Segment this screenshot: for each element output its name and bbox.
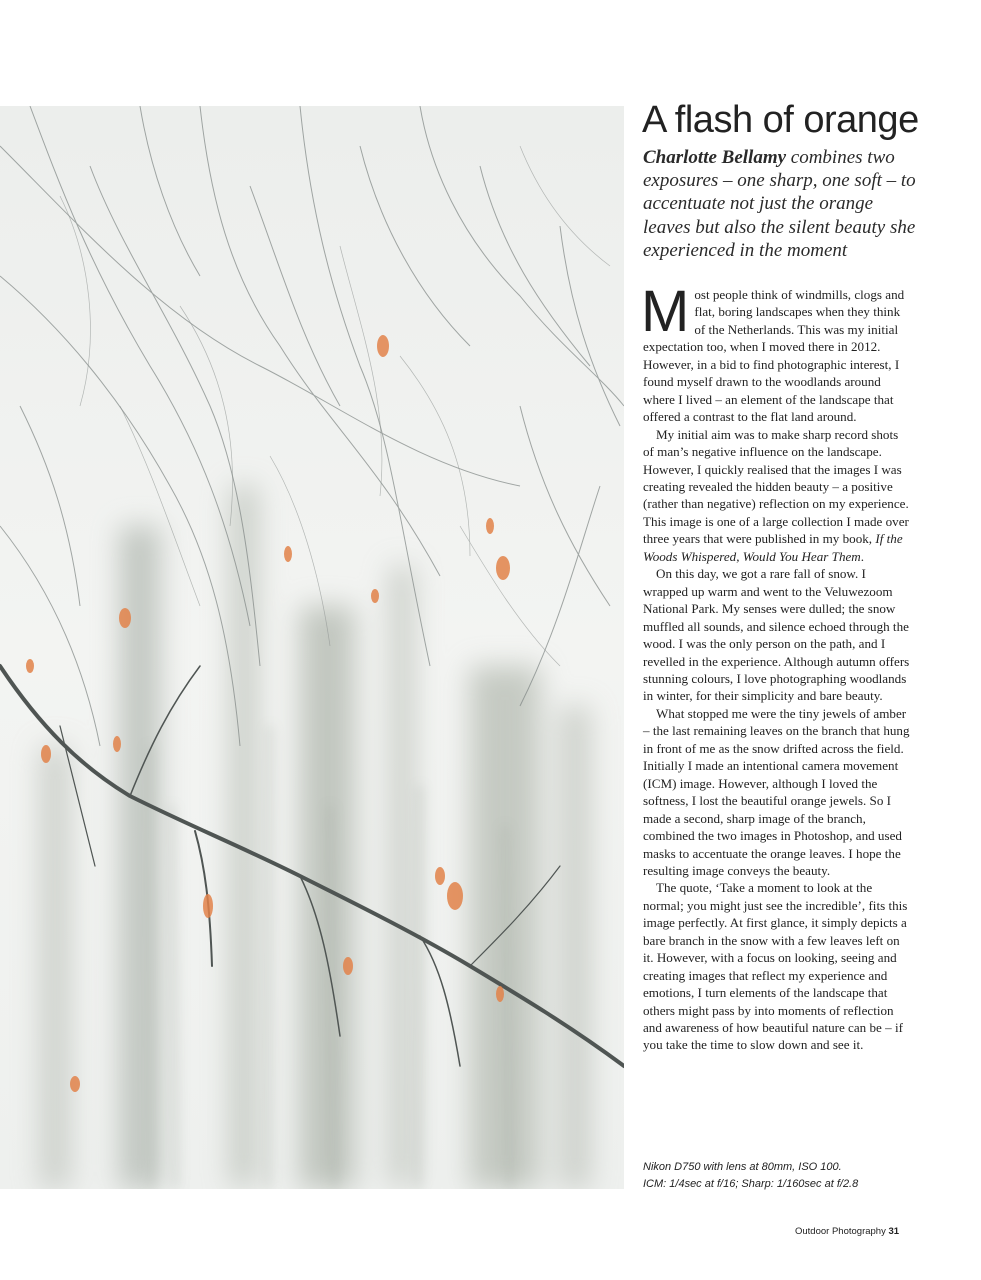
article-title: A flash of orange <box>642 99 919 141</box>
photo-caption <box>643 1159 933 1193</box>
paragraph-5: The quote, ‘Take a moment to look at the normal; you might just see the incredible’, fits this image perfectly. At first glance, it simply depicts a bare branch in the snow with a few leaves left on it. However, with a focus on looking, seeing and creating images that reflect my experience and emotions, I turn elements of the landscape that others might pass by into moments of reflection and awareness of how beautiful nature can be – if you take the time to slow down and see it. <box>643 880 908 1053</box>
page-footer <box>795 1226 915 1237</box>
caption-camera: Nikon D750 with lens at 80mm, ISO 100. <box>643 1161 842 1173</box>
paragraph-3: On this day, we got a rare fall of snow. I wrapped up warm and went to the Veluwezoom National Park. My senses were dulled; the snow muffled all sounds, and silence echoed through the wood. I was the only person on the path, and I revelled in the experience. Although autumn offers stunning colours, I love photographing woodlands in winter, for their simplicity and bare beauty. <box>643 566 910 704</box>
snowy-branch-photograph <box>0 106 624 1189</box>
paragraph-2-end: . <box>860 548 865 564</box>
caption-exposure: ICM: 1/4sec at f/16; Sharp: 1/160sec at f/2.8 <box>643 1178 859 1190</box>
drop-cap: M <box>641 279 690 344</box>
page-number: 31 <box>888 1226 900 1237</box>
standfirst-text: combines two exposures – one sharp, one soft – to accentuate not just the orange leaves but also the silent beauty she experienced in the moment <box>643 147 916 261</box>
paragraph-4: What stopped me were the tiny jewels of amber – the last remaining leaves on the branch that hung in front of me as the snow drifted across the field. Initially I made an intentional camera movement (ICM) image. However, although I loved the softness, I lost the beautiful orange jewels. So I made a second, sharp image of the branch, combined the two images in Photoshop, and used masks to accentuate the orange leaves. I hope the resulting image conveys the beauty. <box>643 705 910 878</box>
paragraph-1 <box>641 279 911 426</box>
magazine-name: Outdoor Photography <box>795 1226 886 1237</box>
paragraph-2 <box>643 426 911 566</box>
paragraph-1-text: ost people think of windmills, clogs and flat, boring landscapes when they think of the Netherlands. This was my initial expectation too, when I moved there in 2012. However, in a bid to find photographic interest, I found myself drawn to the woodlands around where I lived – an element of the landscape that offered a contrast to the flat land around. <box>643 287 905 425</box>
article-body <box>641 279 911 1054</box>
standfirst <box>643 146 918 262</box>
paragraph-2-text: My initial aim was to make sharp record shots of man’s negative influence on the landscape. However, I quickly realised that the images I was creating revealed the hidden beauty – a positive (rather than negative) reflection on my experience. This image is one of a large collection I made over three years that were published in my book, <box>643 426 909 547</box>
book-title: If the Woods Whispered, Would You Hear Them <box>643 531 903 564</box>
photographer-name: Charlotte Bellamy <box>643 147 787 168</box>
